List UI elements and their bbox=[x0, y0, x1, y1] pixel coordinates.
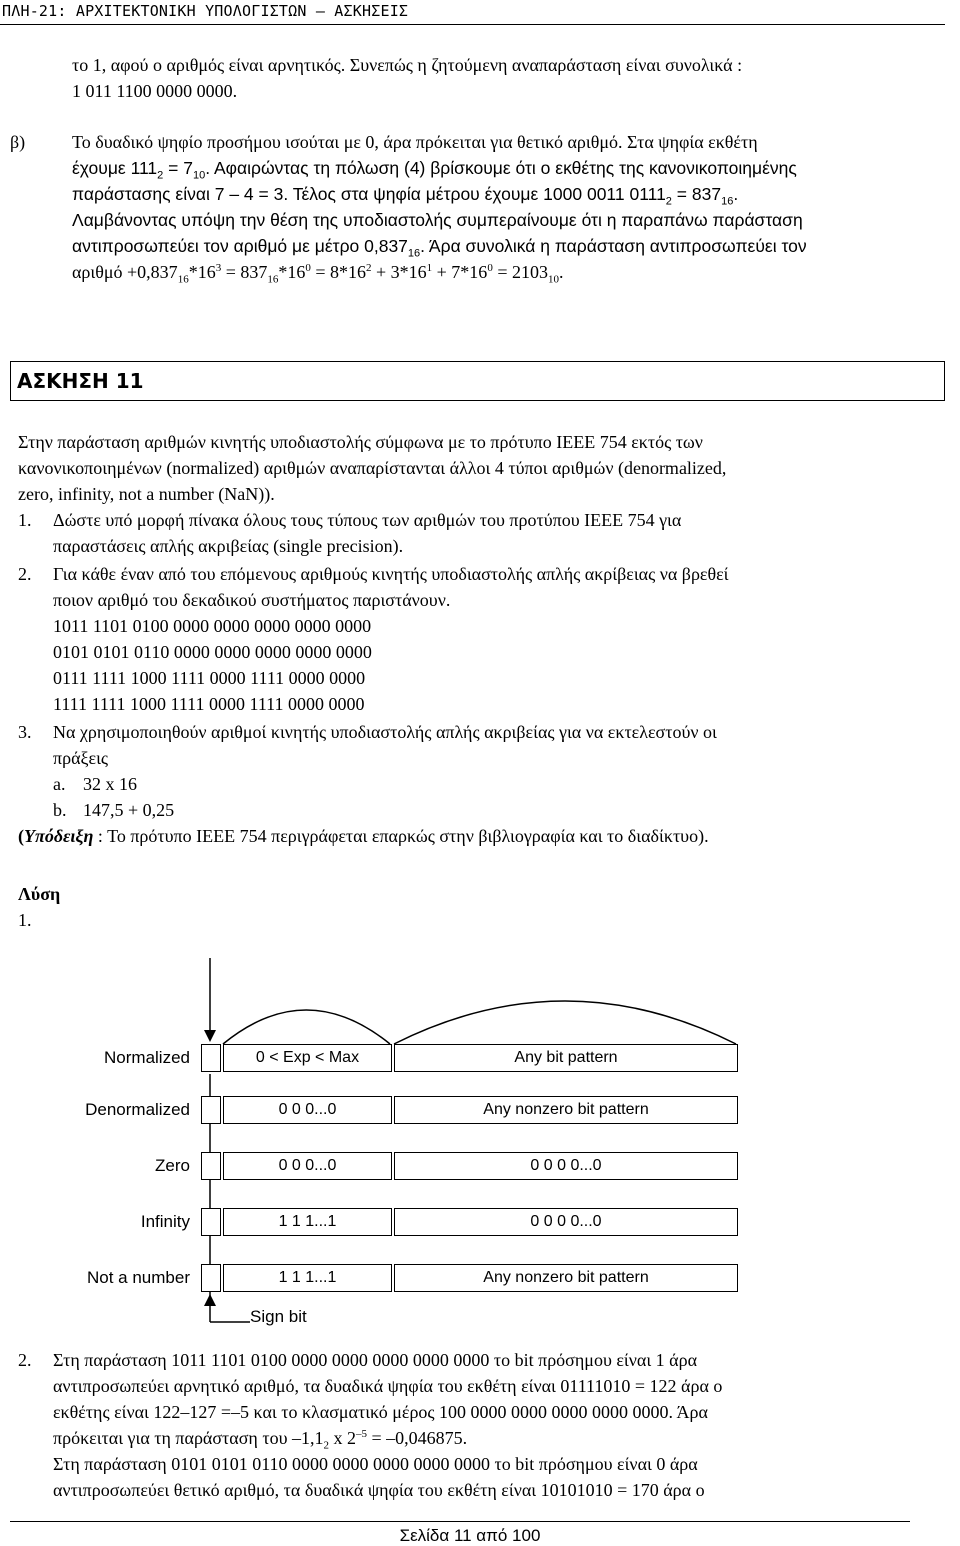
sign-field bbox=[201, 1044, 221, 1072]
question-2 bbox=[18, 561, 945, 717]
text-line: Στη παράσταση 0101 0101 0110 0000 0000 0000 0000 0000 το bit πρόσημου είναι 0 άρα bbox=[53, 1454, 698, 1474]
fraction-field: Any nonzero bit pattern bbox=[394, 1264, 738, 1292]
sign-field bbox=[201, 1208, 221, 1236]
fraction-field: Any nonzero bit pattern bbox=[394, 1096, 738, 1124]
sign-field bbox=[201, 1096, 221, 1124]
question-1 bbox=[18, 507, 945, 559]
part-b-paragraph bbox=[72, 129, 945, 285]
text-line: Για κάθε έναν από του επόμενους αριθμούς κινητής υποδιαστολής απλής ακρίβειας να βρεθεί bbox=[53, 564, 729, 584]
text-line: Να χρησιμοποιηθούν αριθμοί κινητής υποδιαστολής απλής ακριβείας για να εκτελεστούν οι bbox=[53, 722, 717, 742]
intro-line: το 1, αφού ο αριθμός είναι αρνητικός. Συνεπώς η ζητούμενη αναπαράσταση είναι συνολικά : bbox=[72, 55, 743, 75]
hint-line: (Υπόδειξη : Το πρότυπο IEEE 754 περιγράφεται επαρκώς στην βιβλιογραφία και το διαδίκτυο). bbox=[18, 826, 709, 846]
text-line: ποιον αριθμό του δεκαδικού συστήματος παριστάνουν. bbox=[53, 590, 451, 610]
binary-number: 1011 1101 0100 0000 0000 0000 0000 0000 bbox=[53, 616, 372, 636]
text-line: Στην παράσταση αριθμών κινητής υποδιαστολής σύμφωνα με το πρότυπο IEEE 754 εκτός των bbox=[18, 432, 703, 452]
text-line: κανονικοποιημένων (normalized) αριθμών αναπαρίστανται άλλοι 4 τύποι αριθμών (denormalized, bbox=[18, 458, 727, 478]
exponent-field: 0 0 0...0 bbox=[223, 1096, 392, 1124]
ieee754-diagram bbox=[80, 958, 860, 1340]
header-title: ΠΛΗ-21: ΑΡΧΙΤΕΚΤΟΝΙΚΗ ΥΠΟΛΟΓΙΣΤΩΝ – ΑΣΚΗΣΕΙΣ bbox=[2, 2, 409, 20]
text-line: εκθέτης είναι 122–127 =–5 και το κλασματικό μέρος 100 0000 0000 0000 0000 0000. Άρα bbox=[53, 1402, 708, 1422]
text-line: Στη παράσταση 1011 1101 0100 0000 0000 0000 0000 0000 το bit πρόσημου είναι 1 άρα bbox=[53, 1350, 698, 1370]
text-line: πράξεις bbox=[53, 748, 109, 768]
fraction-field: 0 0 0 0...0 bbox=[394, 1152, 738, 1180]
text-line: Δώστε υπό μορφή πίνακα όλους τους τύπους των αριθμών του προτύπου IEEE 754 για bbox=[53, 510, 682, 530]
intro-paragraph bbox=[72, 52, 952, 104]
text-line: Το δυαδικό ψηφίο προσήμου ισούται με 0, άρα πρόκειται για θετικό αριθμό. Στα ψηφία εκθέτη bbox=[72, 132, 758, 152]
footer-rule bbox=[10, 1521, 910, 1522]
page-number: Σελίδα 11 από 100 bbox=[399, 1526, 541, 1545]
sign-field bbox=[201, 1264, 221, 1292]
solution-title: Λύση bbox=[18, 884, 61, 904]
intro-line: 1 011 1100 0000 0000. bbox=[72, 81, 238, 101]
row-label: Normalized bbox=[104, 1048, 190, 1067]
row-label: Denormalized bbox=[85, 1100, 190, 1119]
text-line: παραστάσεις απλής ακριβείας (single precision). bbox=[53, 536, 404, 556]
solution-number: 1. bbox=[18, 910, 32, 930]
operation-item: a. 32 x 16 bbox=[53, 774, 137, 794]
hint-label: Υπόδειξη bbox=[24, 826, 94, 846]
answer-2 bbox=[18, 1347, 945, 1503]
exponent-field: 0 0 0...0 bbox=[223, 1152, 392, 1180]
row-label: Infinity bbox=[140, 1212, 190, 1231]
text-line: παράστασης είναι 7 – 4 = 3. Τέλος στα ψηφία μέτρου έχουμε 1000 0011 $0111_2 = 837_{16}$. bbox=[72, 184, 739, 208]
text-line: αντιπροσωπεύει τον αριθμό με μέτρο $0,837_{16}$. Άρα συνολικά η παράσταση αντιπροσωπεύει τον bbox=[72, 236, 807, 260]
question-number: 3. bbox=[18, 722, 32, 742]
exercise-title: ΑΣΚΗΣΗ 11 bbox=[10, 361, 945, 401]
running-header bbox=[0, 0, 960, 22]
text-line: zero, infinity, not a number (NaN)). bbox=[18, 484, 275, 504]
part-b-label: β) bbox=[10, 132, 26, 152]
question-number: 1. bbox=[18, 510, 32, 530]
text-line: πρόκειται για τη παράσταση του $-1,1_2$ x $2^{-5} = -0,046875$. bbox=[53, 1428, 468, 1452]
text-line: Λαμβάνοντας υπόψη την θέση της υποδιαστολής συμπεραίνουμε ότι η παραπάνω παράσταση bbox=[72, 210, 803, 230]
fraction-field: 0 0 0 0...0 bbox=[394, 1208, 738, 1236]
fraction-field: Any bit pattern bbox=[394, 1044, 738, 1072]
text-line: έχουμε $111_2 = 7_{10}$. Αφαιρώντας τη πόλωση (4) βρίσκουμε ότι ο εκθέτης της κανονικοποιημένης bbox=[72, 158, 797, 182]
sign-bit-label: Sign bit bbox=[250, 1307, 307, 1326]
sign-field bbox=[201, 1152, 221, 1180]
binary-number: 1111 1111 1000 1111 0000 1111 0000 0000 bbox=[53, 694, 365, 714]
question-number: 2. bbox=[18, 564, 32, 584]
exponent-field: 0 < Exp < Max bbox=[223, 1044, 392, 1072]
binary-number: 0111 1111 1000 1111 0000 1111 0000 0000 bbox=[53, 668, 366, 688]
text-line: $\alpha\rho\iota\theta\mu ό +0,837_{16}*16^3 = 837_{16}*16^0 = 8*16^2 + 3*16^1 + 7*16^0 = 2103_{10}$. bbox=[72, 262, 564, 286]
exponent-field: 1 1 1...1 bbox=[223, 1208, 392, 1236]
operation-item: b. 147,5 + 0,25 bbox=[53, 800, 175, 820]
exercise-paragraph bbox=[18, 429, 945, 507]
exponent-field: 1 1 1...1 bbox=[223, 1264, 392, 1292]
row-label: Not a number bbox=[87, 1268, 190, 1287]
text-line: αντιπροσωπεύει θετικό αριθμό, τα δυαδικά ψηφία του εκθέτη είναι 10101010 = 170 άρα ο bbox=[53, 1480, 705, 1500]
answer-number: 2. bbox=[18, 1350, 32, 1370]
question-3 bbox=[18, 719, 945, 849]
row-label: Zero bbox=[155, 1156, 190, 1175]
text-line: αντιπροσωπεύει αρνητικό αριθμό, τα δυαδικά ψηφία του εκθέτη είναι 01111010 = 122 άρα ο bbox=[53, 1376, 723, 1396]
binary-number: 0101 0101 0110 0000 0000 0000 0000 0000 bbox=[53, 642, 372, 662]
header-rule bbox=[0, 24, 945, 25]
